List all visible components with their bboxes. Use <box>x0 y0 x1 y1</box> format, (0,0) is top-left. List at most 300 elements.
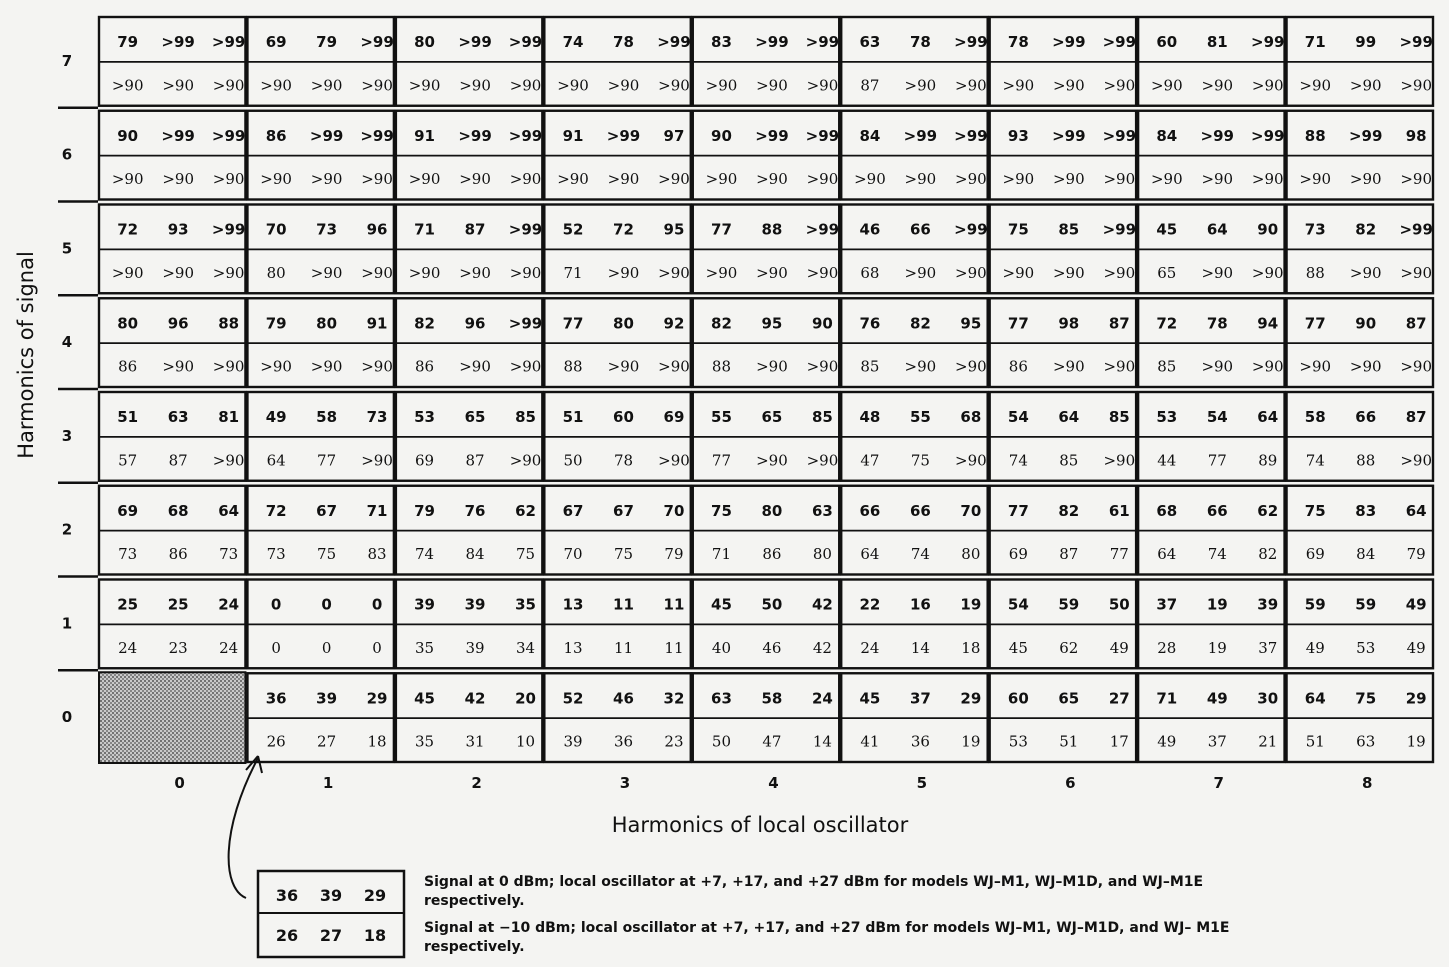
cell-value: 69 <box>117 501 139 520</box>
cell-value: >99 <box>458 33 492 52</box>
cell-value: 87 <box>1059 545 1079 563</box>
cell-value: 90 <box>711 126 732 145</box>
cell-value: 72 <box>1156 314 1178 333</box>
legend-sample-bottom-value: 27 <box>319 926 343 945</box>
cell-value: >90 <box>806 357 839 376</box>
cell-value: 87 <box>464 220 486 239</box>
cell-value: 50 <box>711 732 732 751</box>
cell-value: 87 <box>1108 314 1130 333</box>
cell-value: 64 <box>1304 689 1326 708</box>
cell-value: 55 <box>909 408 931 427</box>
cell-value: 77 <box>1304 314 1326 333</box>
cell-value: >90 <box>1103 357 1136 376</box>
cell-value: >90 <box>1400 263 1433 282</box>
cell-value: 25 <box>167 595 189 614</box>
legend <box>229 756 1230 957</box>
cell-value: 62 <box>515 501 536 520</box>
cell-value: 80 <box>761 501 783 520</box>
cell-value: >90 <box>1150 76 1183 95</box>
cell-value: 42 <box>812 638 832 657</box>
cell-value: 72 <box>613 220 634 239</box>
cell-value: 84 <box>1356 545 1376 563</box>
cell-value: 17 <box>1109 732 1129 751</box>
cell-value: 39 <box>414 595 436 614</box>
y-tick-label: 0 <box>61 708 73 727</box>
cell-value: 86 <box>415 357 435 376</box>
cell-value: >99 <box>1251 33 1285 52</box>
cell-value: >90 <box>212 76 245 95</box>
cell-value: 67 <box>613 501 634 520</box>
cell-value: 85 <box>1108 408 1130 427</box>
cell-value: >99 <box>1200 126 1234 145</box>
cell-value: 67 <box>562 501 584 520</box>
cell-value: >90 <box>260 170 292 188</box>
cell-value: 63 <box>1356 732 1376 751</box>
cell-value: >90 <box>658 170 690 188</box>
cell-value: >90 <box>955 451 987 470</box>
cell-value: 82 <box>711 314 732 333</box>
cell-value: 13 <box>563 638 583 657</box>
cell-value: 52 <box>562 689 584 708</box>
cell-value: 63 <box>711 689 732 708</box>
x-tick-label: 7 <box>1213 774 1224 792</box>
cell-value: >90 <box>1201 357 1234 376</box>
cell-value: 85 <box>811 408 833 427</box>
cell-value: >90 <box>806 451 839 470</box>
cell-value: 79 <box>265 314 287 333</box>
cell-value: >90 <box>557 76 589 95</box>
cell-value: 84 <box>1156 126 1178 145</box>
cell-value: >90 <box>1400 451 1433 470</box>
cell-value: >90 <box>756 76 788 95</box>
cell-value: 88 <box>1304 126 1326 145</box>
cell-value: >99 <box>360 126 394 145</box>
cell-value: 85 <box>1058 220 1080 239</box>
cell-value: 78 <box>613 451 634 470</box>
cell-value: 83 <box>1355 501 1377 520</box>
cell-value: 82 <box>414 314 436 333</box>
cell-value: >90 <box>806 76 839 95</box>
cell-value: >99 <box>1102 33 1137 52</box>
cell-value: 64 <box>860 545 880 563</box>
cell-value: 0 <box>271 638 281 657</box>
cell-value: 53 <box>414 408 436 427</box>
cell-value: 97 <box>663 126 685 145</box>
cell-value: 58 <box>316 408 338 427</box>
cell-value: >99 <box>903 126 938 145</box>
cell-value: 16 <box>909 595 931 614</box>
cell-value: >90 <box>111 170 144 188</box>
y-tick-label: 7 <box>61 51 73 70</box>
cell-value: 91 <box>562 126 584 145</box>
cell-value: 80 <box>812 545 832 563</box>
cell-value: 37 <box>909 689 931 708</box>
cell-value: 11 <box>613 638 634 657</box>
cell-value: 48 <box>859 408 881 427</box>
y-tick-label: 1 <box>61 614 73 633</box>
cell-value: 59 <box>1355 595 1377 614</box>
cell-value: 72 <box>265 501 287 520</box>
cell-value: >90 <box>111 76 144 95</box>
cell-value: 55 <box>711 408 732 427</box>
x-axis-label: Harmonics of local oscillator <box>611 813 909 837</box>
cell-value: 75 <box>317 545 337 563</box>
y-tick-label: 6 <box>61 145 73 164</box>
cell-value: 22 <box>859 595 881 614</box>
cell-value: 86 <box>168 545 188 563</box>
cell-value: 85 <box>1157 357 1177 376</box>
cell-value: 50 <box>563 451 583 470</box>
cell-value: 78 <box>1007 33 1029 52</box>
cell-value: 14 <box>812 732 832 751</box>
cell-value: >90 <box>212 357 245 376</box>
cell-value: 49 <box>1157 732 1177 751</box>
cell-value: 82 <box>909 314 931 333</box>
cell-value: 40 <box>711 638 732 657</box>
cell-value: >99 <box>1102 220 1137 239</box>
cell-value: 77 <box>1207 451 1227 470</box>
cell-value: 0 <box>321 595 332 614</box>
cell-value: 64 <box>1405 501 1427 520</box>
cell-value: 75 <box>711 501 732 520</box>
cell-value: >90 <box>310 76 343 95</box>
cell-value: 66 <box>909 501 931 520</box>
cell-value: 24 <box>811 689 833 708</box>
cell-value: 36 <box>265 689 287 708</box>
cell-value: 24 <box>218 595 240 614</box>
cell-value: 75 <box>1007 220 1029 239</box>
cell-value: 80 <box>961 545 981 563</box>
cell-value: 70 <box>563 545 583 563</box>
cell-value: 45 <box>859 689 881 708</box>
cell-value: 71 <box>563 263 583 282</box>
cell-value: 78 <box>613 33 634 52</box>
cell-value: 73 <box>366 408 388 427</box>
cell-value: 0 <box>321 638 332 657</box>
cell-value: 80 <box>613 314 634 333</box>
cell-value: 11 <box>663 595 685 614</box>
cell-value: >90 <box>361 263 393 282</box>
legend-sample-bottom-value: 18 <box>363 926 387 945</box>
cell-value: >90 <box>1299 76 1332 95</box>
x-axis-ticks <box>174 774 1372 792</box>
cell-value: 82 <box>1258 545 1278 563</box>
cell-value: 60 <box>1156 33 1178 52</box>
cell-value: 88 <box>761 220 783 239</box>
cell-value: 88 <box>1305 263 1325 282</box>
cell-value: 66 <box>1355 408 1377 427</box>
cell-value: 76 <box>464 501 486 520</box>
cell-value: >90 <box>1103 170 1136 188</box>
cell-value: 69 <box>663 408 685 427</box>
cell-value: 74 <box>415 545 435 563</box>
cell-value: 64 <box>1206 220 1228 239</box>
cell-value: 58 <box>1304 408 1326 427</box>
cell-value: >90 <box>1002 170 1035 188</box>
cell-value: 64 <box>266 451 286 470</box>
cell-value: >90 <box>162 357 194 376</box>
cell-value: >90 <box>459 170 491 188</box>
cell-value: >90 <box>705 263 738 282</box>
cell-value: 64 <box>1257 408 1279 427</box>
cell-value: 73 <box>219 545 239 563</box>
cell-value: 79 <box>1406 545 1426 563</box>
cell-value: 62 <box>1059 638 1079 657</box>
cell-value: 13 <box>562 595 584 614</box>
cell-value: >90 <box>1150 170 1183 188</box>
cell-value: 54 <box>1007 595 1029 614</box>
cell-value: 36 <box>613 732 634 751</box>
cell-value: 68 <box>860 263 880 282</box>
cell-value: 73 <box>316 220 338 239</box>
cell-value: 10 <box>515 732 536 751</box>
cell-value: >90 <box>1349 263 1382 282</box>
cell-value: 14 <box>910 638 930 657</box>
cell-value: 80 <box>316 314 338 333</box>
cell-value: >90 <box>212 263 245 282</box>
shaded-empty-cell <box>99 672 245 763</box>
cell-value: 54 <box>1007 408 1029 427</box>
cell-value: 90 <box>1257 220 1279 239</box>
cell-value: 66 <box>1206 501 1228 520</box>
cell-value: 50 <box>761 595 783 614</box>
cell-value: >99 <box>657 33 691 52</box>
cell-value: >99 <box>1052 33 1086 52</box>
cell-value: >90 <box>1251 263 1284 282</box>
x-tick-label: 8 <box>1361 774 1373 792</box>
cell-value: 98 <box>1058 314 1080 333</box>
cell-value: >99 <box>1399 33 1433 52</box>
cell-value: 49 <box>265 408 287 427</box>
cell-value: 73 <box>1304 220 1326 239</box>
cell-value: >90 <box>1299 170 1332 188</box>
cell-value: 11 <box>613 595 634 614</box>
cell-value: >99 <box>211 126 246 145</box>
cell-value: 49 <box>1109 638 1129 657</box>
cell-value: 71 <box>414 220 436 239</box>
cell-value: 24 <box>118 638 138 657</box>
cell-value: >90 <box>607 357 640 376</box>
cell-value: 63 <box>167 408 189 427</box>
cell-value: 74 <box>1008 451 1028 470</box>
cell-value: 18 <box>367 732 387 751</box>
cell-value: >90 <box>904 170 937 188</box>
cell-value: 96 <box>366 220 388 239</box>
cell-value: >90 <box>162 76 194 95</box>
cell-value: >99 <box>805 220 840 239</box>
cell-value: 23 <box>664 732 684 751</box>
cell-value: >90 <box>1400 357 1433 376</box>
cell-value: 83 <box>711 33 732 52</box>
cell-value: >90 <box>361 170 393 188</box>
cell-value: 39 <box>316 689 338 708</box>
cell-value: 24 <box>219 638 239 657</box>
cell-value: 70 <box>960 501 982 520</box>
cell-value: 49 <box>1305 638 1325 657</box>
cell-value: 32 <box>663 689 685 708</box>
cell-value: 53 <box>1156 408 1178 427</box>
cell-value: >90 <box>1052 357 1085 376</box>
cell-value: 73 <box>118 545 138 563</box>
cell-value: 93 <box>167 220 189 239</box>
cell-value: 88 <box>711 357 732 376</box>
cell-value: 71 <box>1304 33 1326 52</box>
legend-sample-bottom-value: 26 <box>275 926 299 945</box>
legend-sample-top-value: 39 <box>319 886 343 905</box>
cell-value: >90 <box>1349 170 1382 188</box>
cell-value: 44 <box>1157 451 1177 470</box>
cell-value: 66 <box>909 220 931 239</box>
cell-value: 39 <box>1257 595 1279 614</box>
cell-value: >90 <box>260 357 292 376</box>
cell-value: 85 <box>860 357 880 376</box>
cell-value: 57 <box>118 451 138 470</box>
cell-value: 85 <box>515 408 536 427</box>
cell-value: 45 <box>414 689 436 708</box>
cell-value: 0 <box>270 595 282 614</box>
cell-value: 35 <box>415 732 435 751</box>
cell-value: 65 <box>464 408 486 427</box>
cell-value: 68 <box>1156 501 1178 520</box>
cell-value: 96 <box>464 314 486 333</box>
cell-value: 69 <box>1008 545 1028 563</box>
cell-value: >90 <box>459 76 491 95</box>
cell-value: >90 <box>756 263 788 282</box>
cell-value: >90 <box>509 76 542 95</box>
cell-value: 69 <box>1305 545 1325 563</box>
cell-value: >90 <box>806 263 839 282</box>
cell-value: 24 <box>860 638 880 657</box>
legend-note-bottom-line1: Signal at −10 dBm; local oscillator at +7, +17, and +27 dBm for models WJ–M1, WJ–M1D, and WJ– M1E <box>424 920 1230 936</box>
cell-value: 79 <box>414 501 436 520</box>
cell-value: >99 <box>954 33 988 52</box>
cell-value: 74 <box>1207 545 1227 563</box>
cell-value: >90 <box>509 357 542 376</box>
cell-value: 79 <box>316 33 338 52</box>
cell-value: >90 <box>607 76 640 95</box>
cell-value: 59 <box>1304 595 1326 614</box>
x-tick-label: 2 <box>471 774 482 792</box>
legend-sample-top-value: 29 <box>363 886 387 905</box>
cell-value: 53 <box>1008 732 1028 751</box>
cell-value: 67 <box>316 501 338 520</box>
cell-value: 51 <box>117 408 139 427</box>
cell-value: 96 <box>167 314 189 333</box>
cell-value: >99 <box>1052 126 1086 145</box>
cell-value: 87 <box>465 451 485 470</box>
cell-value: >99 <box>1251 126 1285 145</box>
cell-value: 68 <box>167 501 189 520</box>
cell-value: >90 <box>1251 76 1284 95</box>
cell-value: >90 <box>854 170 886 188</box>
cell-value: >90 <box>904 263 937 282</box>
cell-value: 79 <box>117 33 139 52</box>
cell-value: >90 <box>658 76 690 95</box>
cell-value: >90 <box>111 263 144 282</box>
cell-value: 37 <box>1207 732 1227 751</box>
cell-value: 95 <box>761 314 783 333</box>
cell-value: 95 <box>960 314 982 333</box>
cell-value: >90 <box>955 170 987 188</box>
cell-value: >90 <box>459 263 491 282</box>
cell-value: 70 <box>663 501 685 520</box>
cell-value: 75 <box>1355 689 1377 708</box>
cell-value: 49 <box>1206 689 1228 708</box>
cell-value: >90 <box>658 263 690 282</box>
cell-value: 64 <box>1157 545 1177 563</box>
cell-value: 41 <box>860 732 880 751</box>
cell-value: 49 <box>1405 595 1427 614</box>
cell-value: 19 <box>1406 732 1426 751</box>
cell-value: >90 <box>904 357 937 376</box>
cell-value: 70 <box>265 220 287 239</box>
cell-value: 98 <box>1405 126 1427 145</box>
legend-note-bottom-line2: respectively. <box>424 939 525 955</box>
cell-value: >90 <box>408 76 441 95</box>
cell-value: >90 <box>607 263 640 282</box>
x-tick-label: 0 <box>174 774 185 792</box>
cell-value: 80 <box>266 263 286 282</box>
cell-value: >99 <box>458 126 492 145</box>
cell-value: >99 <box>1348 126 1383 145</box>
cell-value: >90 <box>310 357 343 376</box>
cell-value: >99 <box>508 33 543 52</box>
cell-value: >90 <box>756 170 788 188</box>
legend-note-top-line1: Signal at 0 dBm; local oscillator at +7, +17, and +27 dBm for models WJ–M1, WJ–M1D, and WJ–M1E <box>424 874 1204 890</box>
cell-value: 29 <box>960 689 982 708</box>
cell-value: 19 <box>961 732 981 751</box>
cell-value: 75 <box>613 545 634 563</box>
cell-value: 69 <box>265 33 287 52</box>
cell-value: 87 <box>1405 314 1427 333</box>
cell-value: >90 <box>607 170 640 188</box>
cell-value: 78 <box>909 33 931 52</box>
cell-value: >90 <box>1251 357 1284 376</box>
cell-value: >90 <box>756 357 788 376</box>
cell-value: 51 <box>1059 732 1079 751</box>
cell-value: 60 <box>613 408 634 427</box>
cell-value: 68 <box>960 408 982 427</box>
cell-value: 75 <box>910 451 930 470</box>
cell-value: 25 <box>117 595 139 614</box>
cell-value: 75 <box>515 545 536 563</box>
cell-value: 71 <box>366 501 388 520</box>
cell-value: 80 <box>414 33 436 52</box>
cell-value: 63 <box>859 33 881 52</box>
cell-value: 39 <box>465 638 485 657</box>
cell-value: 91 <box>414 126 436 145</box>
cell-value: >90 <box>1400 76 1433 95</box>
legend-sample-top-value: 36 <box>275 886 299 905</box>
cell-value: 23 <box>168 638 188 657</box>
cell-value: 39 <box>563 732 583 751</box>
cell-value: >90 <box>955 263 987 282</box>
cell-value: >90 <box>1002 76 1035 95</box>
cell-value: >99 <box>508 126 543 145</box>
data-grid <box>99 17 1433 763</box>
cell-value: >99 <box>1399 220 1433 239</box>
cell-value: 84 <box>859 126 881 145</box>
cell-value: >90 <box>1052 170 1085 188</box>
cell-value: 42 <box>464 689 486 708</box>
cell-value: 63 <box>811 501 833 520</box>
cell-value: >90 <box>904 76 937 95</box>
cell-value: 71 <box>1156 689 1178 708</box>
cell-value: >99 <box>161 33 195 52</box>
cell-value: >99 <box>161 126 195 145</box>
y-tick-label: 5 <box>61 239 73 258</box>
cell-value: >90 <box>459 357 491 376</box>
